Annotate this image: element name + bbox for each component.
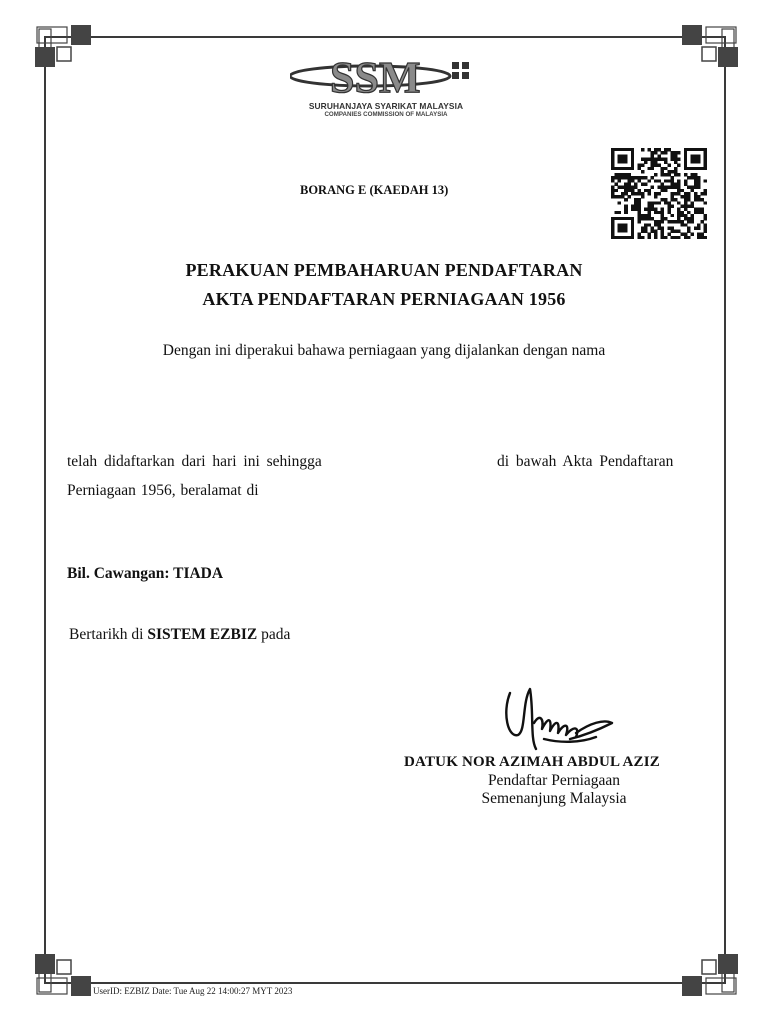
under-act-text: di bawah Akta Pendaftaran: [497, 453, 674, 470]
certificate-subtitle: AKTA PENDAFTARAN PERNIAGAAN 1956: [202, 289, 566, 309]
form-code: BORANG E (KAEDAH 13): [300, 183, 449, 197]
certificate-title: PERAKUAN PEMBAHARUAN PENDAFTARAN: [185, 260, 583, 280]
corner-ornament-bottom-left: [35, 936, 95, 996]
qr-code-icon: [611, 148, 707, 239]
registrar-signature: [500, 683, 620, 763]
branch-label: Bil. Cawangan:: [67, 565, 170, 582]
signatory-title: Pendaftar Perniagaan: [487, 772, 621, 789]
signatory-name: DATUK NOR AZIMAH ABDUL AZIZ: [404, 754, 660, 770]
corner-ornament-bottom-right: [678, 936, 738, 996]
ssm-logo-mark: SSM: [330, 54, 421, 100]
logo-name-malay: SURUHANJAYA SYARIKAT MALAYSIA: [308, 101, 464, 111]
registered-until-text: telah didaftarkan dari hari ini sehingga: [67, 453, 322, 470]
corner-ornament-top-right: [678, 25, 738, 85]
branch-count: [67, 565, 223, 583]
footer-user-date: UserID: EZBIZ Date: Tue Aug 22 14:00:27 MYT 2023: [93, 986, 293, 996]
dated-place: SISTEM EZBIZ: [147, 626, 258, 643]
dated-prefix: Bertarikh di: [69, 626, 144, 643]
signatory-region: Semenanjung Malaysia: [481, 790, 627, 807]
ssm-logo: [290, 54, 490, 120]
intro-text: Dengan ini diperakui bahawa perniagaan yang dijalankan dengan nama: [162, 342, 606, 359]
branch-value: TIADA: [173, 565, 224, 582]
corner-ornament-top-left: [35, 25, 95, 85]
address-lead-text: Perniagaan 1956, beralamat di: [67, 482, 259, 499]
dated-line: [69, 626, 290, 644]
logo-name-english: COMPANIES COMMISSION OF MALAYSIA: [324, 111, 448, 118]
dated-suffix: pada: [261, 626, 291, 643]
